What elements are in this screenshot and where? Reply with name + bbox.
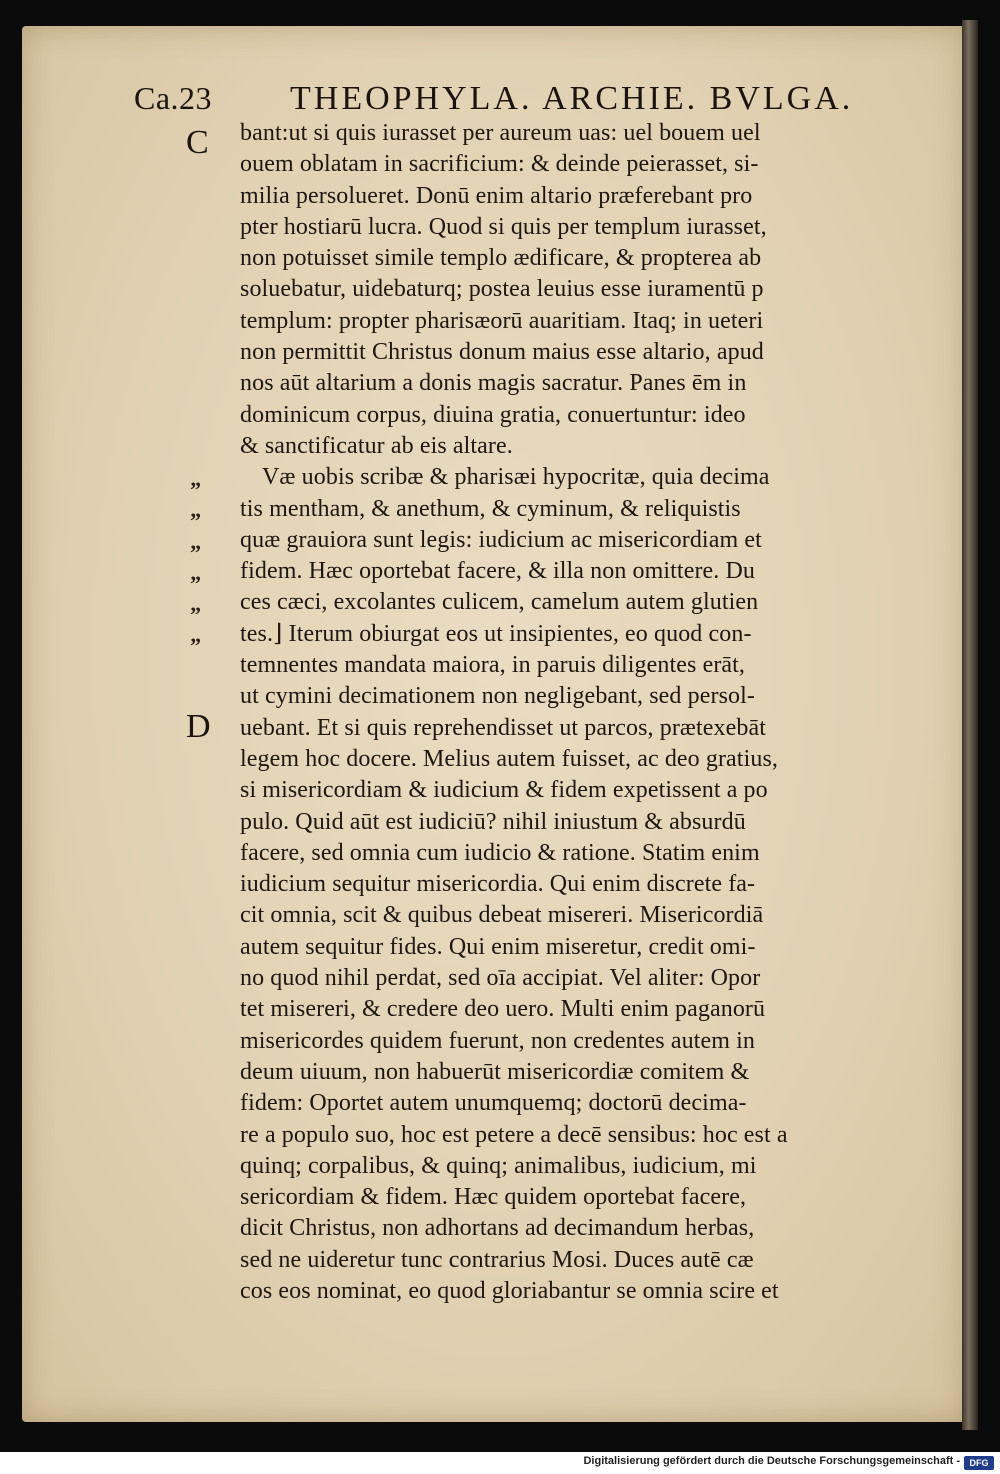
text-line: re a populo suo, hoc est petere a decē sensibus: hoc est a: [240, 1121, 788, 1148]
text-line: cos eos nominat, eo quod gloriabantur se omnia scire et: [240, 1277, 779, 1304]
text-line: autem sequitur fides. Qui enim miseretur, credit omi-: [240, 933, 756, 960]
text-line: dicit Christus, non adhortans ad decimandum herbas,: [240, 1215, 755, 1242]
text-line: fidem: Oportet autem unumquemq; doctorū decima-: [240, 1090, 747, 1117]
text-line: soluebatur, uidebaturq; postea leuius esse iuramentū p: [240, 276, 764, 303]
quotation-marks: [190, 474, 230, 662]
running-title: THEOPHYLA. ARCHIE. BVLGA.: [290, 80, 854, 117]
text-line: Væ uobis scribæ & pharisæi hypocritæ, quia decima: [262, 464, 770, 491]
text-line: si misericordiam & iudicium & fidem expetissent a po: [240, 777, 768, 804]
dfg-logo-icon: DFG: [964, 1456, 994, 1470]
text-line: temnentes mandata maiora, in paruis diligentes erāt,: [240, 652, 746, 679]
text-line: pulo. Quid aūt est iudiciū? nihil iniustum & absurdū: [240, 808, 746, 835]
text-line: tis mentham, & anethum, & cyminum, & reliquistis: [240, 495, 741, 522]
chapter-number: Ca.23: [134, 80, 213, 116]
margin-letter-d: D: [186, 708, 211, 745]
text-line: quæ grauiora sunt legis: iudicium ac misericordiam et: [240, 526, 762, 553]
quote-mark: ”: [190, 602, 201, 628]
text-line: non permittit Christus donum maius esse altario, apud: [240, 339, 764, 366]
text-line: nos aūt altarium a donis magis sacratur. Panes ēm in: [240, 370, 747, 397]
text-line: cit omnia, scit & quibus debeat misereri. Misericordiā: [240, 902, 764, 929]
quote-mark: ”: [190, 477, 201, 502]
text-line: tet misereri, & credere deo uero. Multi enim paganorū: [240, 996, 766, 1023]
text-line: bant:ut si quis iurasset per aureum uas: uel bouem uel: [240, 120, 761, 146]
funding-note: Digitalisierung gefördert durch die Deutsche Forschungsgemeinschaft -: [583, 1455, 960, 1467]
body-text: [240, 118, 930, 1307]
quote-mark: ”: [190, 633, 201, 659]
text-line: misericordes quidem fuerunt, non credentes autem in: [240, 1027, 755, 1054]
footer-bar: [0, 1452, 1000, 1474]
text-line: facere, sed omnia cum iudicio & ratione. Statim enim: [240, 839, 760, 866]
quote-mark: ”: [190, 570, 201, 596]
text-line: sericordiam & fidem. Hæc quidem oportebat facere,: [240, 1184, 747, 1211]
text-line: pter hostiarū lucra. Quod si quis per templum iurasset,: [240, 213, 767, 240]
text-line: legem hoc docere. Melius autem fuisset, ac deo gratius,: [240, 745, 778, 772]
text-line: no quod nihil perdat, sed oīa accipiat. Vel aliter: Opor: [240, 965, 761, 992]
page-edge: [962, 20, 978, 1430]
text-line: sed ne uideretur tunc contrarius Mosi. Duces autē cæ: [240, 1246, 754, 1273]
text-line: fidem. Hæc oportebat facere, & illa non omittere. Du: [240, 558, 756, 585]
quote-mark: ”: [190, 539, 201, 565]
text-line: dominicum corpus, diuina gratia, conuertuntur: ideo: [240, 401, 746, 428]
quote-mark: ”: [190, 508, 201, 534]
text-line: uebant. Et si quis reprehendisset ut parcos, prætexebāt: [240, 714, 767, 741]
text-line: quinq; corpalibus, & quinq; animalibus, iudicium, mi: [240, 1152, 757, 1179]
margin-letter-c: C: [186, 124, 209, 161]
text-line: deum uiuum, non habuerūt misericordiæ comitem &: [240, 1058, 750, 1085]
text-line: milia persolueret. Donū enim altario præferebant pro: [240, 182, 753, 209]
text-line: templum: propter pharisæorū auaritiam. Itaq; in ueteri: [240, 307, 764, 334]
text-line: iudicium sequitur misericordia. Qui enim discrete fa-: [240, 871, 756, 898]
text-line: ces cæci, excolantes culicem, camelum autem glutien: [240, 589, 759, 616]
text-line: ut cymini decimationem non negligebant, sed persol-: [240, 683, 755, 710]
text-line: non potuisset simile templo ædificare, & propterea ab: [240, 245, 762, 272]
text-line: ouem oblatam in sacrificium: & deinde peierasset, si-: [240, 151, 759, 178]
text-line: tes.⌋ Iterum obiurgat eos ut insipientes, eo quod con-: [240, 620, 752, 647]
text-line: & sanctificatur ab eis altare.: [240, 432, 513, 459]
